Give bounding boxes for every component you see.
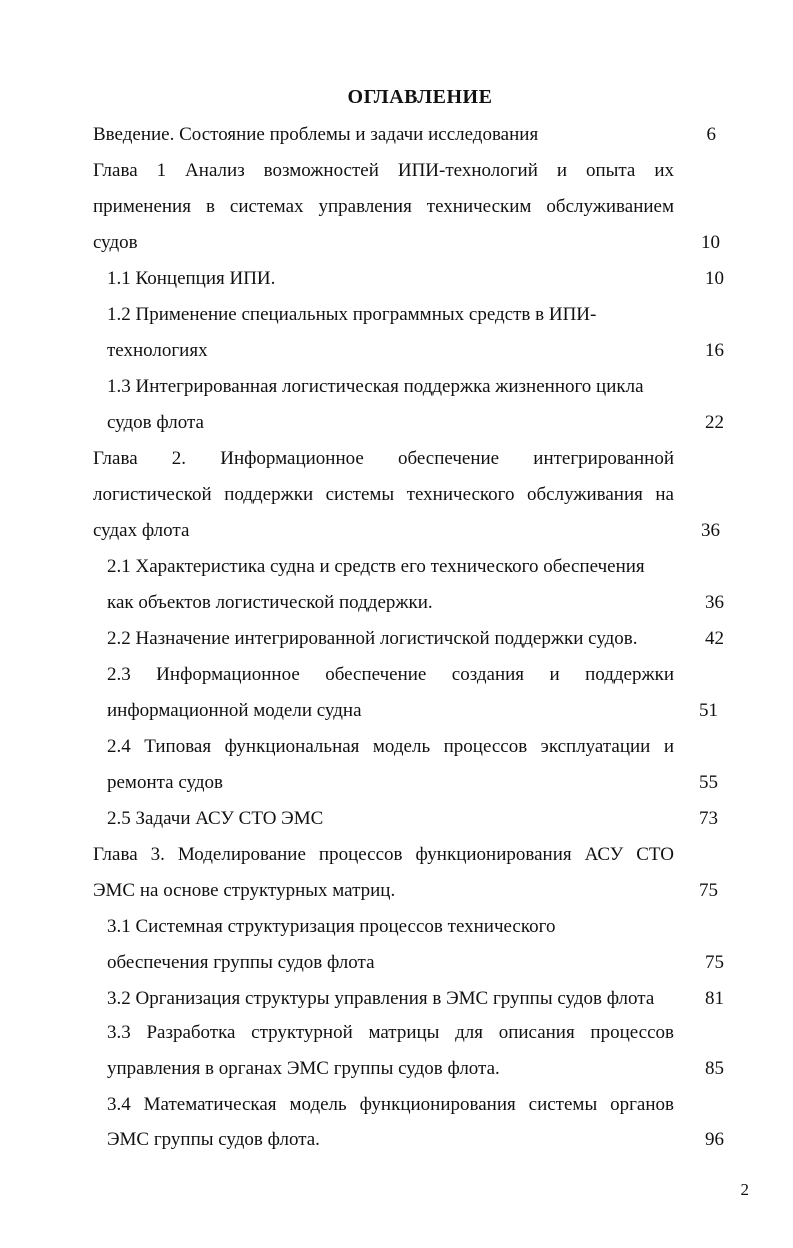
toc-entry-chapter-1-page: 10 xyxy=(701,232,720,253)
toc-entry-chapter-2-line-2: логистической поддержки системы технического обслуживания на xyxy=(93,484,674,505)
page-number: 2 xyxy=(740,1180,749,1199)
toc-entry-3-2-line-1: 3.2 Организация структуры управления в ЭМС группы судов флота xyxy=(107,988,655,1009)
toc-entry-2-2-page: 42 xyxy=(705,628,724,649)
toc-entry-3-3-line-1: 3.3 Разработка структурной матрицы для описания процессов xyxy=(107,1022,674,1043)
toc-entry-2-1-line-2: как объектов логистической поддержки. xyxy=(107,592,433,613)
toc-entry-3-4-line-2: ЭМС группы судов флота. xyxy=(107,1129,320,1150)
toc-entry-1-2-line-1: 1.2 Применение специальных программных средств в ИПИ- xyxy=(107,304,597,325)
toc-entry-chapter-1-line-1: Глава 1 Анализ возможностей ИПИ-технологий и опыта их xyxy=(93,160,674,181)
page-title: ОГЛАВЛЕНИЕ xyxy=(347,86,493,108)
toc-entry-3-1-line-2: обеспечения группы судов флота xyxy=(107,952,375,973)
toc-entry-3-3-line-2: управления в органах ЭМС группы судов флота. xyxy=(107,1058,500,1079)
toc-entry-chapter-3-line-1: Глава 3. Моделирование процессов функционирования АСУ СТО xyxy=(93,844,674,865)
toc-entry-chapter-3-line-2: ЭМС на основе структурных матриц. xyxy=(93,880,396,901)
toc-entry-2-1-page: 36 xyxy=(705,592,724,613)
toc-entry-3-4-line-1: 3.4 Математическая модель функционирования системы органов xyxy=(107,1094,674,1115)
toc-entry-chapter-2-line-3: судах флота xyxy=(93,520,190,541)
toc-entry-2-2-line-1: 2.2 Назначение интегрированной логистичской поддержки судов. xyxy=(107,628,638,649)
toc-entry-1-3-line-2: судов флота xyxy=(107,412,204,433)
toc-entry-2-3-page: 51 xyxy=(699,700,718,721)
toc-entry-1-3-page: 22 xyxy=(705,412,724,433)
toc-entry-1-1-page: 10 xyxy=(705,268,724,289)
toc-entry-2-5-line-1: 2.5 Задачи АСУ СТО ЭМС xyxy=(107,808,324,829)
toc-entry-3-1-line-1: 3.1 Системная структуризация процессов технического xyxy=(107,916,556,937)
toc-entry-1-2-page: 16 xyxy=(705,340,724,361)
toc-entry-chapter-3-page: 75 xyxy=(699,880,718,901)
toc-entry-1-1-line-1: 1.1 Концепция ИПИ. xyxy=(107,268,276,289)
toc-entry-3-3-page: 85 xyxy=(705,1058,724,1079)
toc-entry-3-2-page: 81 xyxy=(705,988,724,1009)
toc-entry-1-3-line-1: 1.3 Интегрированная логистическая поддержка жизненного цикла xyxy=(107,376,644,397)
toc-entry-1-2-line-2: технологиях xyxy=(107,340,208,361)
toc-entry-3-1-page: 75 xyxy=(705,952,724,973)
toc-entry-intro-line-1: Введение. Состояние проблемы и задачи исследования xyxy=(93,124,539,145)
toc-entry-chapter-1-line-3: судов xyxy=(93,232,138,253)
toc-entry-2-3-line-1: 2.3 Информационное обеспечение создания и поддержки xyxy=(107,664,674,685)
toc-entry-2-3-line-2: информационной модели судна xyxy=(107,700,362,721)
toc-entry-3-4-page: 96 xyxy=(705,1129,724,1150)
toc-entry-chapter-2-page: 36 xyxy=(701,520,720,541)
toc-entry-2-1-line-1: 2.1 Характеристика судна и средств его технического обеспечения xyxy=(107,556,645,577)
toc-entry-2-5-page: 73 xyxy=(699,808,718,829)
toc-entry-2-4-line-1: 2.4 Типовая функциональная модель процессов эксплуатации и xyxy=(107,736,674,757)
toc-entry-intro-page: 6 xyxy=(706,124,716,145)
toc-entry-chapter-2-line-1: Глава 2. Информационное обеспечение интегрированной xyxy=(93,448,674,469)
toc-entry-2-4-line-2: ремонта судов xyxy=(107,772,223,793)
toc-entry-2-4-page: 55 xyxy=(699,772,718,793)
toc-entry-chapter-1-line-2: применения в системах управления техническим обслуживанием xyxy=(93,196,674,217)
